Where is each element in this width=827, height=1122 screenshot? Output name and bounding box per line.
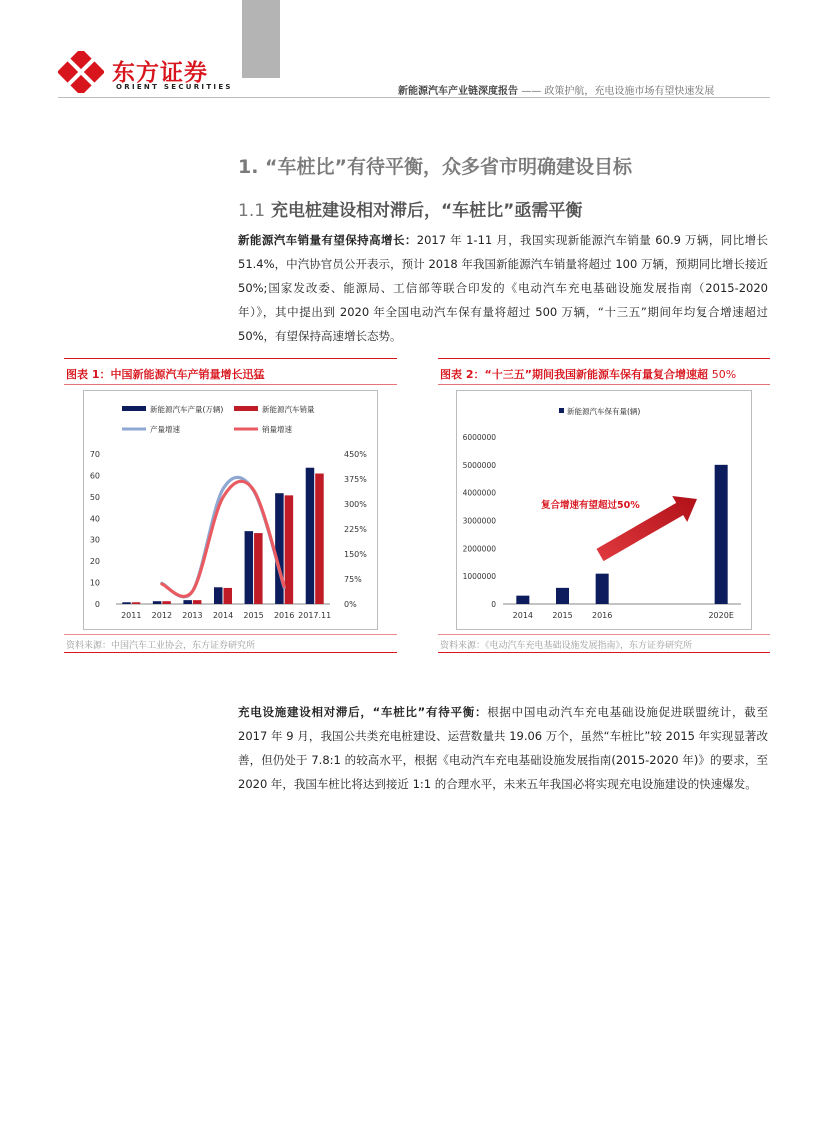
x-tick-label: 2016 (591, 611, 613, 620)
y-tick-label: 6000000 (462, 433, 496, 442)
logo-icon (58, 51, 104, 93)
y-tick-label: 5000000 (462, 460, 496, 470)
figure2-title-main: 图表 2：“十三五”期间我国新能源车保有量复合增速超 (440, 368, 708, 381)
y-left-tick-label: 70 (89, 450, 100, 459)
legend-swatch (122, 406, 146, 411)
paragraph-lead: 新能源汽车销量有望保持高增长： (238, 233, 417, 247)
figure2-title (440, 366, 736, 382)
paragraph-sales-growth (238, 228, 768, 348)
y-tick-label: 3000000 (462, 516, 496, 526)
y-tick-label: 4000000 (462, 488, 496, 498)
logo-text-cn: 东方证券 (112, 60, 208, 86)
bar-sales (132, 602, 141, 604)
bar-production (245, 531, 254, 604)
figure2-bottom-rule (438, 634, 770, 635)
y-left-tick-label: 20 (89, 557, 100, 567)
y-right-tick-label: 450% (344, 450, 367, 459)
header-divider (58, 97, 770, 98)
figure2-top-rule (438, 358, 770, 359)
bar-production (122, 602, 130, 604)
y-left-tick-label: 30 (89, 535, 100, 545)
line-sales-growth (162, 481, 284, 596)
bar-production (214, 587, 223, 604)
legend-label: 销量增速 (262, 425, 292, 434)
bar-ev-stock (715, 465, 728, 604)
y-right-tick-label: 150% (344, 550, 367, 559)
legend-label: 新能源汽车销量 (262, 405, 315, 414)
x-tick-label: 2014 (212, 611, 234, 620)
paragraph-body: 根据中国电动汽车充电基础设施促进联盟统计，截至 2017 年 9 月，我国公共类充电桩建设、运营数量共 19.06 万个，虽然“车桩比”较 2015 年实现显著改善，但仍处于 7.8:1 的较高水平，根据《电动汽车充电基础设施发展指南(2015-2020 年)》的要求，至 2020 年，我国车桩比将达到接近 1:1 的合理水平，未来五年我国必将实现充电设施建设的快速爆发。 (238, 705, 768, 791)
paragraph-lead: 充电设施建设相对滞后，“车桩比”有待平衡： (238, 705, 488, 719)
legend-label: 新能源汽车产量(万辆) (150, 405, 224, 414)
figure2-title-suffix: 50% (711, 368, 737, 381)
figure1-top-rule (64, 358, 397, 359)
legend-label: 产量增速 (150, 425, 180, 434)
growth-annotation: 复合增速有望超过50% (541, 500, 640, 511)
subsection-heading (238, 196, 582, 221)
subsection-title: 充电桩建设相对滞后，“车桩比”亟需平衡 (270, 201, 583, 221)
bar-production (153, 601, 162, 604)
figure1-source-rule (64, 652, 397, 653)
bar-production (306, 468, 315, 604)
x-tick-label: 2013 (182, 611, 203, 620)
x-tick-label: 2012 (151, 611, 173, 620)
figure2-source-rule (438, 652, 770, 653)
y-left-tick-label: 0 (94, 600, 100, 609)
bar-sales (254, 533, 262, 604)
y-right-tick-label: 300% (344, 500, 367, 509)
paragraph-body: 2017 年 1-11 月，我国实现新能源汽车销量 60.9 万辆，同比增长 51.4%，中汽协官员公开表示，预计 2018 年我国新能源汽车销量将超过 100 万辆，预期同比增长接近 50%;国家发改委、能源局、工信部等联合印发的《电动汽车充电基础设施发展指南（2015-2020 年）》，其中提出到 2020 年全国电动汽车保有量将超过 500 万辆，“十三五”期间年均复合增速超过 50%，有望保持高速增长态势。 (238, 233, 768, 343)
y-tick-label: 1000000 (462, 572, 496, 582)
x-tick-label: 2017.11 (298, 611, 332, 620)
figure1-title: 图表 1：中国新能源汽车产销量增长迅猛 (66, 368, 265, 381)
report-title: 新能源汽车产业链深度报告 (398, 86, 518, 97)
x-tick-label: 2016 (273, 611, 295, 620)
legend-label: 新能源汽车保有量(辆) (567, 407, 641, 416)
y-left-tick-label: 40 (89, 514, 100, 524)
y-tick-label: 2000000 (462, 544, 496, 554)
y-tick-label: 0 (491, 600, 496, 609)
bar-sales (285, 495, 294, 604)
bar-production (275, 493, 284, 604)
figure1-title-rule (64, 384, 397, 385)
y-left-tick-label: 60 (89, 471, 100, 481)
figure1-source: 资料来源：中国汽车工业协会，东方证券研究所 (66, 641, 256, 651)
figure2-source: 资料来源：《电动汽车充电基础设施发展指南》，东方证券研究所 (440, 641, 693, 651)
header-gray-tab (242, 0, 280, 78)
x-tick-label: 2015 (552, 611, 573, 620)
chart1-svg (84, 391, 377, 629)
paragraph-charging-lag (238, 700, 768, 796)
bar-production (183, 600, 192, 604)
section-heading: 1. “车桩比”有待平衡，众多省市明确建设目标 (238, 156, 633, 178)
bar-ev-stock (556, 588, 569, 604)
subsection-number: 1.1 (238, 201, 266, 221)
bar-sales (315, 474, 324, 605)
x-tick-label: 2020E (708, 611, 734, 620)
figure2-title-rule (438, 384, 770, 385)
y-right-tick-label: 375% (344, 475, 367, 484)
bar-sales (193, 600, 202, 604)
x-tick-label: 2015 (243, 611, 264, 620)
figure1-bottom-rule (64, 634, 397, 635)
bar-sales (162, 601, 171, 604)
chart2-frame (456, 390, 752, 630)
report-subtitle: —— 政策护航，充电设施市场有望快速发展 (521, 86, 715, 97)
bar-ev-stock (516, 596, 529, 604)
chart2-svg (457, 391, 751, 629)
x-tick-label: 2011 (121, 611, 142, 620)
logo-text-en: ORIENT SECURITIES (116, 83, 233, 91)
legend-swatch (234, 406, 258, 411)
y-right-tick-label: 0% (344, 600, 357, 609)
x-tick-label: 2014 (512, 611, 534, 620)
y-left-tick-label: 50 (89, 492, 100, 502)
y-right-tick-label: 225% (344, 525, 367, 534)
y-left-tick-label: 10 (89, 578, 100, 588)
running-header (398, 82, 714, 97)
chart1-frame (83, 390, 378, 630)
bar-sales (224, 588, 233, 604)
legend-swatch (559, 408, 564, 413)
y-right-tick-label: 75% (344, 575, 362, 584)
bar-ev-stock (596, 574, 609, 604)
